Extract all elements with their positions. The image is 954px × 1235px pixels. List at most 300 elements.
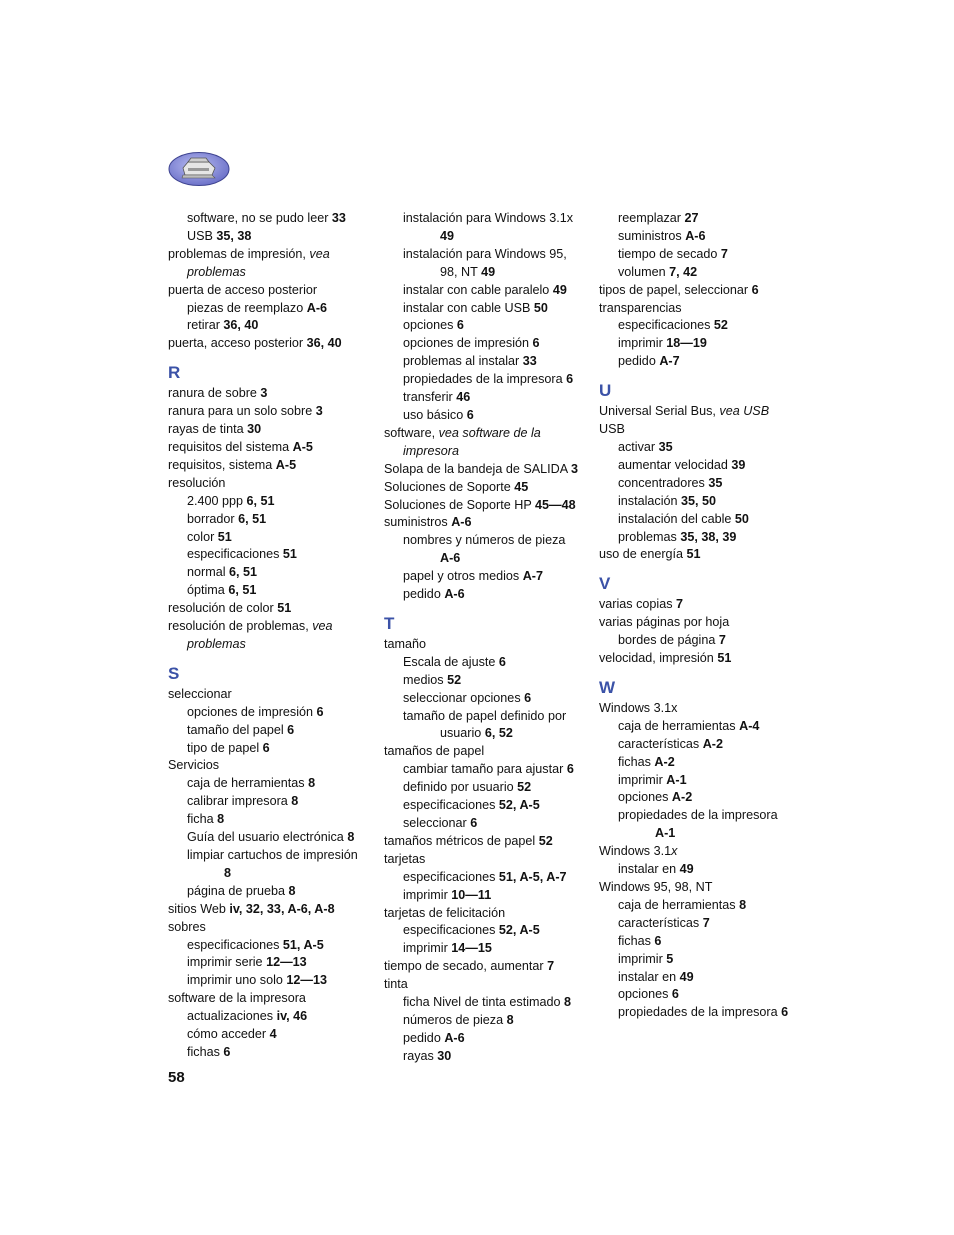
page-reference: 12—13 — [266, 955, 307, 970]
page-reference: 6 — [532, 336, 540, 351]
entry-text: puerta, acceso posterior — [168, 336, 307, 351]
index-entry — [599, 915, 809, 933]
index-entry — [168, 421, 373, 439]
index-entry — [168, 228, 373, 246]
index-entry — [168, 600, 373, 618]
page-reference: 35, 50 — [681, 493, 717, 508]
page-reference: A-6 — [685, 228, 706, 243]
entry-text: tipo de papel — [187, 740, 263, 755]
page-reference: 6 — [262, 740, 270, 755]
index-entry — [599, 969, 809, 987]
entry-text: requisitos del sistema — [168, 439, 293, 454]
page-reference: 7 — [547, 959, 555, 974]
page-reference: 30 — [437, 1048, 452, 1063]
entry-text: caja de herramientas — [618, 897, 740, 912]
entry-reference: vea — [309, 246, 330, 261]
index-entry — [168, 757, 373, 775]
section-letter: S — [168, 663, 180, 683]
entry-text: imprimir — [618, 336, 667, 351]
entry-text: Soluciones de Soporte HP — [384, 497, 535, 512]
page-reference: 36, 40 — [223, 318, 259, 333]
index-entry — [384, 869, 589, 887]
entry-text: USB — [599, 422, 625, 437]
index-entry — [599, 282, 809, 300]
entry-text: transferir — [403, 390, 457, 405]
page-reference: A-1 — [655, 826, 676, 841]
page-reference: 52 — [538, 833, 553, 848]
index-entry — [599, 335, 809, 353]
index-entry — [599, 353, 809, 371]
entry-reference: vea software de la — [438, 425, 541, 440]
entry-reference: vea USB — [719, 404, 770, 419]
index-entry — [599, 825, 809, 843]
page-reference: 8 — [288, 883, 296, 898]
index-column-2 — [384, 210, 589, 1066]
entry-text: instalar en — [618, 862, 680, 877]
page-reference: 50 — [734, 511, 749, 526]
entry-text: opciones — [618, 790, 672, 805]
entry-text: tipos de papel, seleccionar — [599, 282, 752, 297]
entry-text: fichas — [618, 933, 655, 948]
page-reference: 51 — [717, 651, 732, 666]
index-entry — [168, 511, 373, 529]
index-entry — [599, 807, 809, 825]
entry-text: características — [618, 736, 703, 751]
entry-text: fichas — [618, 754, 655, 769]
entry-text: color — [187, 529, 218, 544]
page-reference: 6 — [456, 318, 464, 333]
section-letter: W — [599, 677, 616, 697]
index-entry — [168, 722, 373, 740]
entry-text: software, no se pudo leer — [187, 211, 332, 225]
page-reference: A-6 — [444, 587, 465, 602]
index-entry — [384, 550, 589, 568]
entry-text: 2.400 ppp — [187, 493, 247, 508]
index-entry — [168, 901, 373, 919]
page-reference: 39 — [731, 457, 746, 472]
index-entry — [599, 614, 809, 632]
index-entry — [384, 389, 589, 407]
index-entry — [384, 851, 589, 869]
entry-text: números de pieza — [403, 1012, 507, 1027]
entry-text: tamaños de papel — [384, 744, 485, 759]
entry-text: Windows 3.1 — [599, 844, 672, 859]
page-reference: 6, 51 — [238, 511, 267, 526]
entry-text: transparencias — [599, 300, 682, 315]
page-reference: A-2 — [702, 736, 723, 751]
index-column-1 — [168, 210, 373, 1062]
index-entry — [168, 829, 373, 847]
entry-text: calibrar impresora — [187, 794, 292, 809]
index-entry — [384, 353, 589, 371]
entry-reference: x — [671, 844, 678, 859]
entry-text: activar — [618, 439, 659, 454]
page-reference: 3 — [315, 404, 323, 419]
index-entry — [599, 843, 809, 861]
entry-text: requisitos, sistema — [168, 457, 276, 472]
entry-text: características — [618, 915, 703, 930]
entry-text: suministros — [384, 515, 452, 530]
index-entry — [168, 1044, 373, 1062]
entry-text: especificaciones — [403, 923, 499, 938]
index-entry — [384, 761, 589, 779]
index-entry — [384, 443, 589, 461]
entry-text: instalación del cable — [618, 511, 735, 526]
entry-text: piezas de reemplazo — [187, 300, 307, 315]
entry-text: medios — [403, 672, 448, 687]
page-reference: 3 — [570, 461, 578, 476]
entry-text: tamaños métricos de papel — [384, 833, 539, 848]
page-reference: 35, 38 — [216, 228, 252, 243]
page-reference: 14—15 — [451, 941, 492, 956]
entry-text: imprimir — [618, 772, 667, 787]
index-entry — [168, 1026, 373, 1044]
page-reference: 6 — [751, 282, 759, 297]
index-entry — [599, 529, 809, 547]
page-reference: 6 — [781, 1005, 789, 1020]
entry-text: Escala de ajuste — [403, 654, 499, 669]
entry-text: tinta — [384, 977, 408, 992]
index-entry — [168, 990, 373, 1008]
index-entry — [168, 546, 373, 564]
entry-text: instalar con cable USB — [403, 300, 534, 315]
entry-text: imprimir uno solo — [187, 973, 287, 988]
page-reference: 8 — [506, 1012, 514, 1027]
entry-text: varias copias — [599, 597, 676, 612]
index-entry — [384, 1030, 589, 1048]
index-entry — [599, 933, 809, 951]
page-reference: 45—48 — [535, 497, 576, 512]
index-entry — [168, 937, 373, 955]
page-reference: iv, 46 — [276, 1009, 308, 1024]
index-entry — [599, 264, 809, 282]
entry-text: tarjetas — [384, 851, 426, 866]
entry-text: especificaciones — [403, 798, 499, 813]
index-entry — [168, 582, 373, 600]
page-reference: 49 — [679, 862, 694, 877]
index-entry — [599, 879, 809, 897]
index-entry — [384, 708, 589, 726]
index-entry — [168, 847, 373, 865]
index-entry — [384, 335, 589, 353]
index-entry — [168, 317, 373, 335]
index-entry — [599, 210, 809, 228]
entry-text: ranura para un solo sobre — [168, 404, 316, 419]
index-entry — [599, 897, 809, 915]
page-reference: 35, 38, 39 — [680, 529, 737, 544]
page-reference: 7 — [718, 633, 726, 648]
entry-text: resolución de problemas, — [168, 619, 313, 634]
page-reference: 6 — [654, 933, 662, 948]
index-entry — [384, 568, 589, 586]
page-reference: 51 — [277, 601, 292, 616]
page-reference: 33 — [522, 354, 537, 369]
index-entry — [168, 618, 373, 636]
index-entry — [384, 797, 589, 815]
index-entry — [168, 385, 373, 403]
entry-text: aumentar velocidad — [618, 457, 732, 472]
page-reference: 6 — [566, 762, 574, 777]
index-entry — [384, 210, 589, 228]
entry-text: definido por usuario — [403, 780, 518, 795]
page-reference: 6 — [566, 372, 574, 387]
index-entry — [599, 493, 809, 511]
index-entry — [599, 439, 809, 457]
entry-text: resolución — [168, 475, 226, 490]
index-entry — [168, 811, 373, 829]
index-entry — [168, 686, 373, 704]
index-entry — [168, 636, 373, 654]
index-entry — [168, 740, 373, 758]
entry-text: especificaciones — [618, 318, 714, 333]
index-entry — [384, 514, 589, 532]
page-reference: 52, A-5 — [498, 923, 540, 938]
page-reference: 52 — [517, 780, 532, 795]
entry-text: especificaciones — [187, 937, 283, 952]
entry-text: opciones de impresión — [187, 704, 317, 719]
page-reference: A-2 — [671, 790, 693, 805]
index-entry — [384, 228, 589, 246]
entry-text: propiedades de la impresora — [403, 372, 567, 387]
printer-logo-icon — [168, 151, 230, 187]
index-entry — [384, 958, 589, 976]
entry-text: problemas — [618, 529, 681, 544]
index-entry — [384, 833, 589, 851]
page-reference: 51, A-5 — [282, 937, 324, 952]
index-entry — [599, 317, 809, 335]
index-entry — [599, 1004, 809, 1022]
entry-text: normal — [187, 565, 229, 580]
index-entry — [168, 865, 373, 883]
entry-text: propiedades de la impresora — [618, 1005, 782, 1020]
index-entry — [384, 690, 589, 708]
index-entry — [384, 905, 589, 923]
index-entry — [599, 718, 809, 736]
page-reference: 7 — [676, 597, 684, 612]
index-entry — [384, 994, 589, 1012]
index-entry — [384, 586, 589, 604]
index-entry — [599, 457, 809, 475]
entry-text: Servicios — [168, 758, 220, 773]
index-entry — [168, 493, 373, 511]
page-reference: 8 — [217, 812, 225, 827]
index-entry — [168, 457, 373, 475]
entry-text: problemas al instalar — [403, 354, 523, 369]
entry-text: propiedades de la impresora — [618, 808, 778, 823]
entry-text: 98, NT — [440, 264, 482, 279]
page-reference: 6, 52 — [484, 726, 513, 741]
entry-text: ficha Nivel de tinta estimado — [403, 995, 565, 1010]
page-reference: 10—11 — [451, 887, 492, 902]
entry-text: seleccionar — [168, 686, 232, 701]
entry-text: suministros — [618, 228, 686, 243]
index-entry — [384, 425, 589, 443]
entry-text: problemas de impresión, — [168, 246, 310, 261]
entry-text: pedido — [403, 1030, 445, 1045]
page-reference: 3 — [260, 386, 268, 401]
index-entry — [384, 246, 589, 264]
index-entry — [168, 775, 373, 793]
entry-text: cambiar tamaño para ajustar — [403, 762, 567, 777]
page-reference: A-6 — [440, 551, 461, 566]
entry-text: Guía del usuario electrónica — [187, 830, 348, 845]
index-entry — [168, 704, 373, 722]
page-reference: A-2 — [654, 754, 675, 769]
entry-text: ficha — [187, 812, 218, 827]
page-reference: A-6 — [451, 515, 472, 530]
entry-text: resolución de color — [168, 601, 278, 616]
page-reference: 5 — [666, 951, 674, 966]
page-reference: 51 — [282, 547, 297, 562]
index-entry — [384, 815, 589, 833]
entry-text: tamaño del papel — [187, 722, 288, 737]
page-reference: A-4 — [739, 718, 760, 733]
entry-text: sobres — [168, 919, 206, 934]
entry-text: puerta de acceso posterior — [168, 282, 318, 297]
entry-text: opciones — [403, 318, 457, 333]
index-entry — [384, 479, 589, 497]
index-entry — [168, 403, 373, 421]
page-reference: 7 — [702, 915, 710, 930]
index-entry — [384, 636, 589, 654]
page-reference: 6 — [223, 1044, 231, 1059]
entry-text: tamaño — [384, 636, 427, 651]
entry-text: borrador — [187, 511, 239, 526]
index-entry — [384, 940, 589, 958]
page-reference: 49 — [440, 228, 455, 243]
page-reference: 6 — [287, 722, 295, 737]
index-entry — [599, 246, 809, 264]
index-entry — [384, 497, 589, 515]
index-entry — [384, 264, 589, 282]
index-entry — [599, 772, 809, 790]
page-reference: 6, 51 — [228, 583, 257, 598]
entry-text: seleccionar opciones — [403, 690, 525, 705]
entry-text: instalación — [618, 493, 682, 508]
page-reference: 6 — [470, 816, 478, 830]
index-entry — [168, 335, 373, 353]
page-reference: A-5 — [292, 439, 313, 454]
index-entry — [384, 317, 589, 335]
index-entry — [168, 919, 373, 937]
page-reference: 4 — [269, 1027, 277, 1042]
entry-text: instalación para Windows 95, — [403, 246, 567, 261]
index-entry — [168, 793, 373, 811]
index-entry — [599, 650, 809, 668]
page-reference: 49 — [552, 282, 567, 297]
entry-text: velocidad, impresión — [599, 651, 718, 666]
index-entry — [168, 475, 373, 493]
entry-text: papel y otros medios — [403, 569, 523, 584]
page-reference: 52, A-5 — [498, 798, 540, 813]
entry-text: retirar — [187, 318, 224, 333]
index-entry — [168, 246, 373, 264]
page-reference: iv, 32, 33, A-6, A-8 — [229, 901, 335, 916]
page-reference: 35 — [658, 439, 673, 454]
entry-text: pedido — [403, 587, 445, 602]
entry-text: imprimir — [403, 941, 452, 956]
index-entry — [384, 282, 589, 300]
index-entry — [599, 421, 809, 439]
page-reference: 51 — [217, 529, 232, 544]
entry-text: especificaciones — [403, 869, 499, 884]
page-reference: 36, 40 — [306, 336, 342, 351]
entry-text: Windows 95, 98, NT — [599, 880, 713, 894]
page-reference: A-1 — [666, 772, 687, 787]
index-entry — [384, 743, 589, 761]
page-reference: 35 — [708, 475, 723, 490]
page-reference: 8 — [291, 794, 299, 809]
index-entry — [599, 403, 809, 421]
index-entry — [384, 371, 589, 389]
entry-text: USB — [187, 228, 217, 243]
page-reference: 6, 51 — [229, 565, 258, 580]
entry-text: tiempo de secado — [618, 246, 721, 261]
page-reference: 6 — [498, 654, 506, 669]
entry-text: instalación para Windows 3.1x — [403, 211, 574, 225]
entry-text: óptima — [187, 583, 229, 598]
page-reference: 46 — [456, 390, 471, 405]
page-reference: 33 — [331, 211, 346, 225]
section-letter: V — [599, 574, 611, 594]
entry-text: tarjetas de felicitación — [384, 905, 506, 920]
entry-text: pedido — [618, 354, 660, 369]
page-reference: 51, A-5, A-7 — [498, 869, 567, 884]
index-entry — [599, 951, 809, 969]
index-entry — [384, 300, 589, 318]
index-entry — [599, 511, 809, 529]
page-reference: 8 — [308, 776, 316, 791]
page-reference: 30 — [247, 422, 262, 437]
index-entry — [384, 1048, 589, 1066]
page-reference: 52 — [713, 318, 728, 333]
entry-text: Solapa de la bandeja de SALIDA — [384, 461, 571, 476]
page-reference: 7 — [720, 246, 728, 261]
entry-text: cómo acceder — [187, 1027, 270, 1042]
entry-text: imprimir serie — [187, 955, 267, 970]
entry-reference: vea — [312, 619, 333, 634]
section-letter: T — [384, 613, 395, 633]
section-letter: R — [168, 363, 181, 383]
page-reference: 8 — [224, 865, 232, 880]
entry-text: rayas de tinta — [168, 422, 248, 437]
page-reference: 49 — [481, 264, 496, 279]
page-reference: A-6 — [444, 1030, 465, 1045]
index-entry — [168, 883, 373, 901]
index-entry — [384, 461, 589, 479]
entry-reference: impresora — [403, 443, 459, 458]
index-entry — [599, 789, 809, 807]
entry-reference: problemas — [187, 636, 246, 651]
entry-text: actualizaciones — [187, 1009, 277, 1024]
entry-text: uso básico — [403, 407, 467, 422]
page-reference: 8 — [347, 830, 355, 845]
entry-text: software de la impresora — [168, 991, 306, 1006]
page-reference: A-6 — [306, 300, 328, 315]
index-entry — [384, 887, 589, 905]
page-reference: 6 — [524, 690, 532, 705]
page-reference: 8 — [739, 897, 747, 912]
entry-text: software, — [384, 425, 439, 440]
index-entry — [168, 564, 373, 582]
index-entry — [168, 972, 373, 990]
entry-text: Soluciones de Soporte — [384, 479, 515, 494]
index-entry — [599, 736, 809, 754]
index-entry — [599, 700, 809, 718]
entry-text: instalar con cable paralelo — [403, 282, 553, 297]
page-reference: 51 — [686, 547, 701, 562]
index-entry — [384, 1012, 589, 1030]
